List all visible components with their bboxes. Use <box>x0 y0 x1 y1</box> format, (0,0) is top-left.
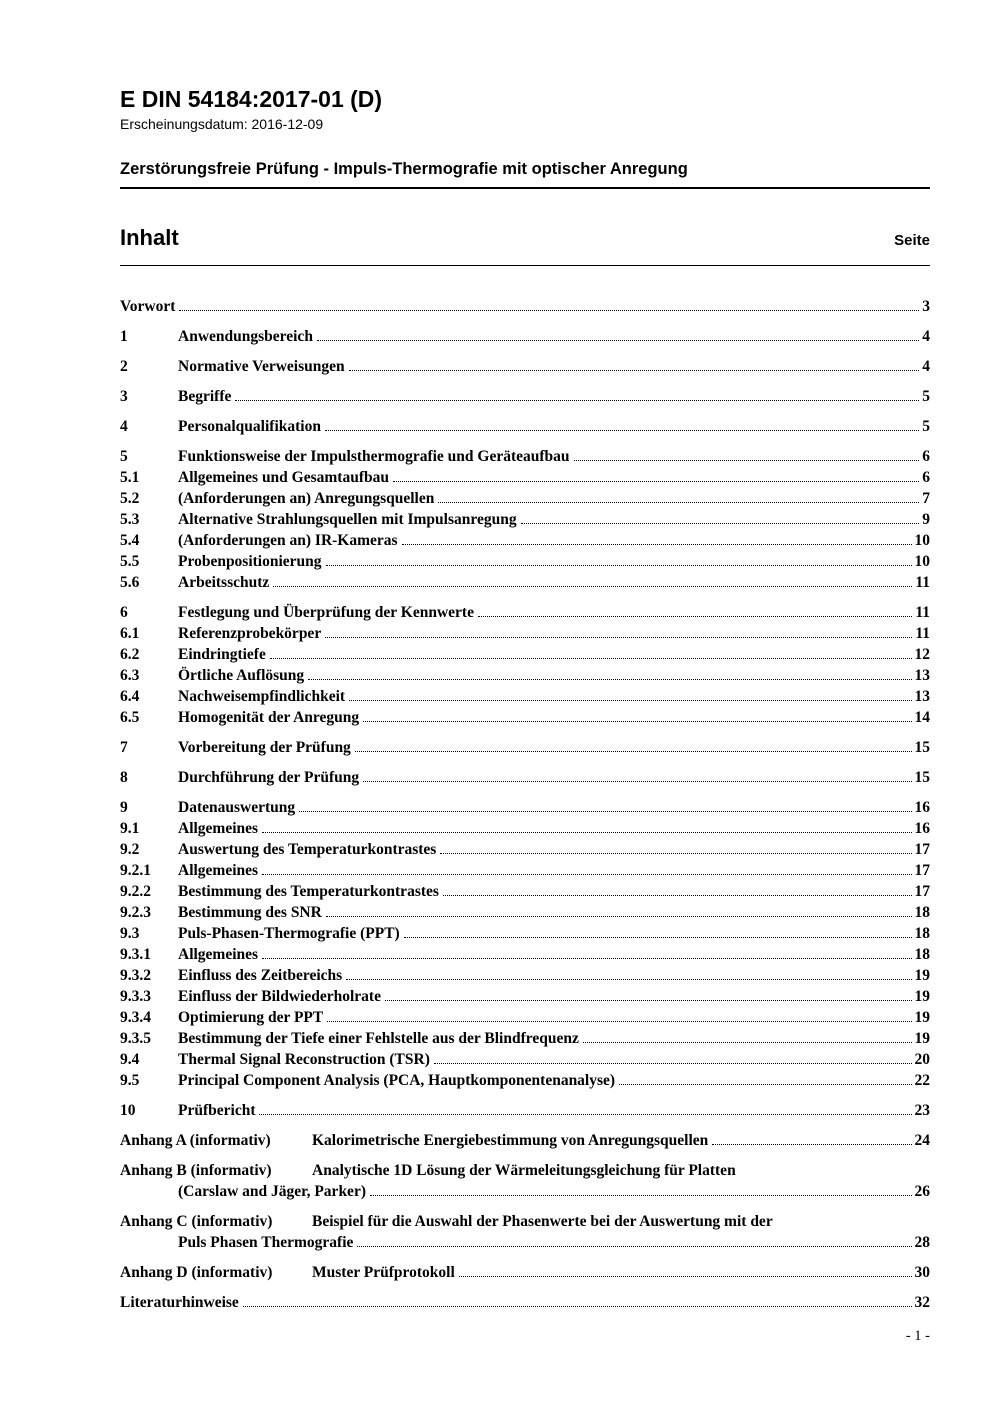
entry-number: 5 <box>120 448 128 465</box>
entry-title: Allgemeines <box>178 862 259 879</box>
toc-entry-line <box>120 902 930 923</box>
dot-leader <box>521 523 920 524</box>
toc-entry <box>120 326 930 347</box>
dot-leader <box>349 700 911 701</box>
toc-entry-line <box>120 644 930 665</box>
toc-entry-line <box>120 1211 930 1232</box>
entry-title: Alternative Strahlungsquellen mit Impulsanregung <box>178 511 517 528</box>
entry-title: Kalorimetrische Energiebestimmung von Anregungsquellen <box>312 1132 709 1149</box>
dot-leader <box>370 1195 912 1196</box>
entry-page: 22 <box>914 1072 930 1089</box>
toc-entry-line <box>120 1160 930 1181</box>
dot-leader <box>440 853 911 854</box>
dot-leader <box>243 1306 912 1307</box>
entry-number: 9.3.5 <box>120 1030 151 1047</box>
entry-title: Festlegung und Überprüfung der Kennwerte <box>178 604 474 621</box>
entry-number: 9.1 <box>120 820 140 837</box>
toc-entry <box>120 296 930 317</box>
toc-entry-line <box>120 1007 930 1028</box>
entry-number: Anhang C (informativ) <box>120 1213 273 1230</box>
toc-entry <box>120 602 930 623</box>
entry-page: 6 <box>922 469 930 486</box>
entry-title: Personalqualifikation <box>178 418 321 435</box>
entry-title: Anwendungsbereich <box>178 328 313 345</box>
entry-page: 19 <box>914 967 930 984</box>
toc-entry <box>120 509 930 530</box>
entry-number: Anhang B (informativ) <box>120 1162 272 1179</box>
toc-entry-line <box>120 488 930 509</box>
entry-page: 7 <box>922 490 930 507</box>
entry-number: 9.2.2 <box>120 883 151 900</box>
dot-leader <box>574 460 920 461</box>
entry-title: Begriffe <box>178 388 232 405</box>
toc-entry <box>120 446 930 467</box>
toc-entry <box>120 1160 930 1202</box>
toc-entry-line <box>120 1028 930 1049</box>
toc-entry-continuation-line <box>120 1181 930 1202</box>
entry-title: Prüfbericht <box>178 1102 256 1119</box>
toc-entry-line <box>120 707 930 728</box>
toc-entry <box>120 923 930 944</box>
entry-page: 5 <box>922 388 930 405</box>
dot-leader <box>325 430 919 431</box>
toc-entry-line <box>120 1292 930 1313</box>
page-number-footer: - 1 - <box>905 1328 930 1344</box>
entry-title: Thermal Signal Reconstruction (TSR) <box>178 1051 430 1068</box>
toc-entry-line <box>120 602 930 623</box>
toc-entry-line <box>120 881 930 902</box>
entry-page: 13 <box>914 667 930 684</box>
entry-number: 9.2.3 <box>120 904 151 921</box>
dot-leader <box>443 895 912 896</box>
dot-leader <box>179 310 919 311</box>
toc-entry <box>120 1070 930 1091</box>
dot-leader <box>385 1000 912 1001</box>
entry-page: 26 <box>914 1183 930 1200</box>
toc-entry-line <box>120 965 930 986</box>
entry-page: 3 <box>922 298 930 315</box>
entry-page: 19 <box>914 988 930 1005</box>
toc-entry-line <box>120 665 930 686</box>
toc-entry <box>120 767 930 788</box>
toc-entry <box>120 665 930 686</box>
toc-header-row <box>120 225 930 266</box>
toc-entries <box>120 296 930 1313</box>
toc-entry-line <box>120 446 930 467</box>
entry-number: 9.3.2 <box>120 967 151 984</box>
dot-leader <box>438 502 919 503</box>
entry-page: 11 <box>915 625 930 642</box>
entry-number: 2 <box>120 358 128 375</box>
toc-entry <box>120 944 930 965</box>
publication-date: Erscheinungsdatum: 2016-12-09 <box>120 116 324 132</box>
entry-number: 6.2 <box>120 646 140 663</box>
toc-entry <box>120 707 930 728</box>
entry-page: 16 <box>914 820 930 837</box>
entry-page: 19 <box>914 1030 930 1047</box>
dot-leader <box>478 616 912 617</box>
entry-number: 6.1 <box>120 625 140 642</box>
document-title: Zerstörungsfreie Prüfung - Impuls-Thermografie mit optischer Anregung <box>120 160 930 189</box>
dot-leader <box>325 637 912 638</box>
entry-number: 9.4 <box>120 1051 140 1068</box>
toc-entry <box>120 1028 930 1049</box>
entry-number: 3 <box>120 388 128 405</box>
entry-title: Muster Prüfprotokoll <box>312 1264 455 1281</box>
toc-entry-line <box>120 326 930 347</box>
entry-page: 19 <box>914 1009 930 1026</box>
entry-page: 15 <box>914 739 930 756</box>
toc-entry <box>120 623 930 644</box>
entry-number: 9.5 <box>120 1072 140 1089</box>
toc-entry-line <box>120 572 930 593</box>
entry-number: 7 <box>120 739 128 756</box>
toc-entry-line <box>120 509 930 530</box>
entry-title: Funktionsweise der Impulsthermografie und Geräteaufbau <box>178 448 570 465</box>
entry-page: 13 <box>914 688 930 705</box>
entry-page: 28 <box>914 1234 930 1251</box>
toc-entry <box>120 467 930 488</box>
dot-leader <box>402 544 912 545</box>
entry-title-continued: Puls Phasen Thermografie <box>178 1234 354 1251</box>
toc-entry <box>120 1049 930 1070</box>
toc-entry <box>120 386 930 407</box>
entry-page: 16 <box>914 799 930 816</box>
entry-title: Bestimmung der Tiefe einer Fehlstelle aus der Blindfrequenz <box>178 1030 579 1047</box>
dot-leader <box>363 721 911 722</box>
toc-entry-line <box>120 986 930 1007</box>
toc-entry <box>120 1130 930 1151</box>
toc-entry-line <box>120 737 930 758</box>
toc-entry <box>120 860 930 881</box>
entry-page: 20 <box>914 1051 930 1068</box>
entry-title: Bestimmung des SNR <box>178 904 322 921</box>
toc-entry <box>120 818 930 839</box>
entry-number: 4 <box>120 418 128 435</box>
toc-entry-line <box>120 1130 930 1151</box>
toc-entry <box>120 530 930 551</box>
dot-leader <box>317 340 919 341</box>
dot-leader <box>326 916 912 917</box>
entry-title: Allgemeines <box>178 820 259 837</box>
doc-number: E DIN 54184:2017-01 (D) <box>120 86 383 112</box>
entry-number: 5.6 <box>120 574 140 591</box>
toc-heading: Inhalt <box>120 225 179 250</box>
dot-leader <box>262 874 911 875</box>
entry-number: 9.3 <box>120 925 140 942</box>
entry-page: 15 <box>914 769 930 786</box>
entry-title: Allgemeines <box>178 946 259 963</box>
dot-leader <box>357 1246 911 1247</box>
entry-page: 17 <box>914 862 930 879</box>
entry-number: 5.3 <box>120 511 140 528</box>
dot-leader <box>619 1084 911 1085</box>
toc-entry <box>120 572 930 593</box>
entry-number: Anhang D (informativ) <box>120 1264 273 1281</box>
toc-entry-line <box>120 416 930 437</box>
dot-leader <box>259 1114 911 1115</box>
entry-title: Auswertung des Temperaturkontrastes <box>178 841 437 858</box>
entry-number: 9.2 <box>120 841 140 858</box>
dot-leader <box>393 481 919 482</box>
entry-title: Einfluss des Zeitbereichs <box>178 967 343 984</box>
toc-entry <box>120 881 930 902</box>
entry-page: 30 <box>914 1264 930 1281</box>
entry-title: Referenzprobekörper <box>178 625 322 642</box>
entry-title: Einfluss der Bildwiederholrate <box>178 988 381 1005</box>
entry-title: Örtliche Auflösung <box>178 667 305 684</box>
entry-title: Homogenität der Anregung <box>178 709 360 726</box>
toc-entry-line <box>120 530 930 551</box>
toc-entry-line <box>120 1049 930 1070</box>
toc-entry-line <box>120 818 930 839</box>
entry-number: 10 <box>120 1102 136 1119</box>
entry-title: Optimierung der PPT <box>178 1009 324 1026</box>
entry-title-continued: (Carslaw and Jäger, Parker) <box>178 1183 366 1200</box>
entry-page: 23 <box>914 1102 930 1119</box>
entry-number: 6.5 <box>120 709 140 726</box>
toc-entry <box>120 1007 930 1028</box>
entry-page: 10 <box>914 553 930 570</box>
toc-entry-line <box>120 839 930 860</box>
toc-entry <box>120 356 930 377</box>
entry-number: 9.3.3 <box>120 988 151 1005</box>
dot-leader <box>308 679 911 680</box>
dot-leader <box>262 958 911 959</box>
entry-number: 5.5 <box>120 553 140 570</box>
dot-leader <box>363 781 911 782</box>
entry-page: 6 <box>922 448 930 465</box>
toc-entry <box>120 416 930 437</box>
entry-title: Literaturhinweise <box>120 1294 239 1311</box>
entry-title: Allgemeines und Gesamtaufbau <box>178 469 389 486</box>
dot-leader <box>270 658 912 659</box>
toc-entry-line <box>120 1262 930 1283</box>
entry-number: 9 <box>120 799 128 816</box>
toc-entry-line <box>120 923 930 944</box>
entry-title: Analytische 1D Lösung der Wärmeleitungsgleichung für Platten <box>312 1162 736 1179</box>
toc-entry <box>120 551 930 572</box>
dot-leader <box>459 1276 912 1277</box>
toc-entry <box>120 488 930 509</box>
toc-entry-line <box>120 767 930 788</box>
dot-leader <box>262 832 911 833</box>
toc-entry-line <box>120 356 930 377</box>
dot-leader <box>712 1144 911 1145</box>
toc-entry <box>120 839 930 860</box>
entry-page: 32 <box>914 1294 930 1311</box>
entry-title: Datenauswertung <box>178 799 296 816</box>
toc-page-column-label: Seite <box>894 232 930 249</box>
entry-number: 5.2 <box>120 490 140 507</box>
entry-title: (Anforderungen an) Anregungsquellen <box>178 490 435 507</box>
dot-leader <box>299 811 911 812</box>
entry-number: 6.4 <box>120 688 140 705</box>
entry-page: 10 <box>914 532 930 549</box>
dot-leader <box>583 1042 912 1043</box>
entry-page: 17 <box>914 841 930 858</box>
entry-page: 17 <box>914 883 930 900</box>
entry-title: Principal Component Analysis (PCA, Hauptkomponentenanalyse) <box>178 1072 616 1089</box>
entry-page: 11 <box>915 574 930 591</box>
toc-entry <box>120 1262 930 1283</box>
entry-title: Bestimmung des Temperaturkontrastes <box>178 883 439 900</box>
entry-number: 9.2.1 <box>120 862 151 879</box>
entry-page: 18 <box>914 904 930 921</box>
entry-number: 6 <box>120 604 128 621</box>
toc-entry <box>120 902 930 923</box>
toc-entry <box>120 686 930 707</box>
toc-entry <box>120 965 930 986</box>
entry-number: 9.3.4 <box>120 1009 151 1026</box>
dot-leader <box>326 565 912 566</box>
dot-leader <box>434 1063 912 1064</box>
entry-number: Anhang A (informativ) <box>120 1132 271 1149</box>
entry-number: 8 <box>120 769 128 786</box>
entry-number: 1 <box>120 328 128 345</box>
toc-entry-line <box>120 551 930 572</box>
entry-page: 4 <box>922 358 930 375</box>
dot-leader <box>404 937 912 938</box>
dot-leader <box>349 370 920 371</box>
entry-number: 5.1 <box>120 469 140 486</box>
toc-entry <box>120 797 930 818</box>
toc-entry-line <box>120 944 930 965</box>
entry-page: 4 <box>922 328 930 345</box>
entry-page: 24 <box>914 1132 930 1149</box>
entry-title: Beispiel für die Auswahl der Phasenwerte bei der Auswertung mit der <box>312 1213 773 1230</box>
dot-leader <box>327 1021 911 1022</box>
toc-entry-line <box>120 623 930 644</box>
entry-page: 11 <box>915 604 930 621</box>
toc-entry-line <box>120 860 930 881</box>
dot-leader <box>346 979 911 980</box>
entry-number: 6.3 <box>120 667 140 684</box>
entry-page: 9 <box>922 511 930 528</box>
toc-entry <box>120 1211 930 1253</box>
entry-title: Arbeitsschutz <box>178 574 270 591</box>
entry-title: Probenpositionierung <box>178 553 322 570</box>
entry-title: Nachweisempfindlichkeit <box>178 688 346 705</box>
entry-page: 18 <box>914 925 930 942</box>
entry-page: 18 <box>914 946 930 963</box>
entry-title: Vorwort <box>120 298 176 315</box>
entry-title: Puls-Phasen-Thermografie (PPT) <box>178 925 400 942</box>
toc-entry-line <box>120 467 930 488</box>
toc-entry-line <box>120 1100 930 1121</box>
entry-page: 5 <box>922 418 930 435</box>
dot-leader <box>235 400 919 401</box>
toc-entry <box>120 1292 930 1313</box>
toc-entry-line <box>120 797 930 818</box>
dot-leader <box>273 586 912 587</box>
toc-entry-line <box>120 1070 930 1091</box>
entry-number: 5.4 <box>120 532 140 549</box>
entry-title: (Anforderungen an) IR-Kameras <box>178 532 398 549</box>
toc-entry <box>120 644 930 665</box>
toc-entry-continuation-line <box>120 1232 930 1253</box>
toc-entry <box>120 1100 930 1121</box>
toc-entry-line <box>120 686 930 707</box>
entry-title: Normative Verweisungen <box>178 358 345 375</box>
toc-entry-line <box>120 386 930 407</box>
entry-number: 9.3.1 <box>120 946 151 963</box>
dot-leader <box>355 751 912 752</box>
entry-title: Eindringtiefe <box>178 646 266 663</box>
entry-page: 12 <box>914 646 930 663</box>
entry-title: Durchführung der Prüfung <box>178 769 360 786</box>
toc-entry-line <box>120 296 930 317</box>
toc-entry <box>120 986 930 1007</box>
entry-title: Vorbereitung der Prüfung <box>178 739 351 756</box>
entry-page: 14 <box>914 709 930 726</box>
toc-entry <box>120 737 930 758</box>
